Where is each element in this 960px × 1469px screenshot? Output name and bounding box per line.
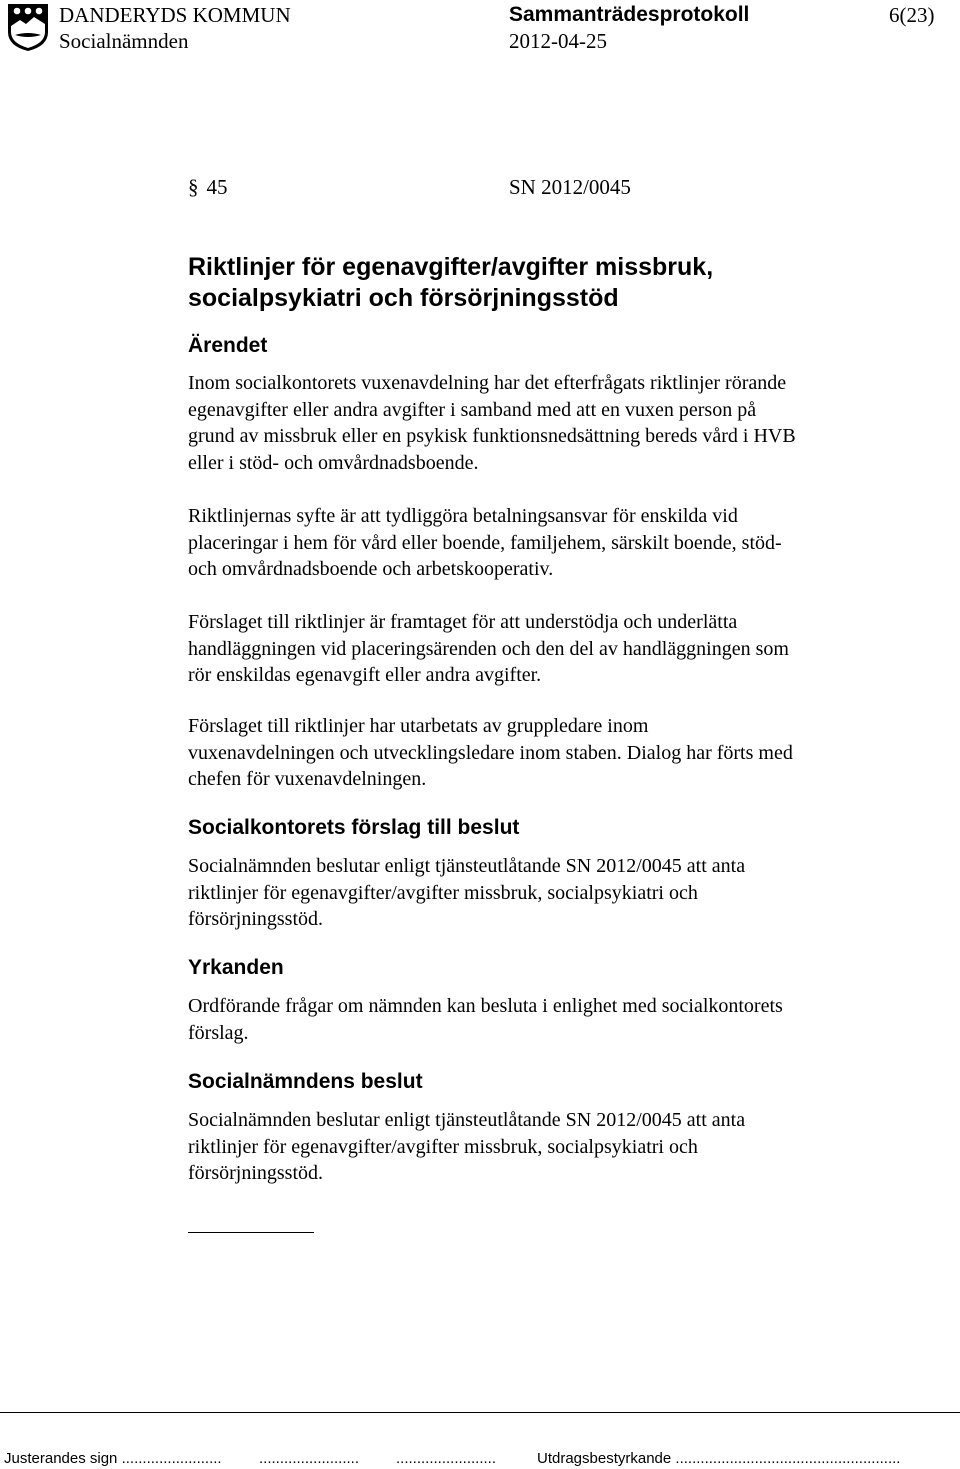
section-number [188,175,228,199]
text-line: vuxenavdelningen och utvecklingsledare inom staben. Dialog har förts med [188,741,793,764]
proposal-paragraph [188,853,888,933]
text-line: chefen för vuxenavdelningen. [188,768,427,790]
text-line: försörjningsstöd. [188,1162,323,1184]
text-line: Riktlinjernas syfte är att tydliggöra betalningsansvar för enskilda vid [188,505,738,527]
utdragsbestyrkande-label: Utdragsbestyrkande ...................................................... [537,1450,901,1467]
heading-decision: Socialnämndens beslut [188,1070,423,1093]
text-line: och omvårdnadsboende och arbetskooperativ. [188,558,554,580]
text-line: egenavgifter eller andra avgifter i samband med att en vuxen person på [188,398,757,421]
text-line: Förslaget till riktlinjer har utarbetats av gruppledare inom [188,715,649,737]
text-line: grund av missbruk eller en psykisk funktionsnedsättning bereds vård i HVB [188,425,796,447]
department-name: Socialnämnden [59,29,189,53]
case-number: SN 2012/0045 [509,175,631,199]
yrkanden-paragraph [188,993,888,1046]
decision-paragraph [188,1107,888,1187]
meeting-date: 2012-04-25 [509,29,607,53]
arendet-paragraph-2 [188,503,888,583]
signature-dots-2: ........................ [396,1450,497,1467]
title-line: socialpsykiatri och försörjningsstöd [188,284,619,312]
text-line: Socialnämnden beslutar enligt tjänsteutlåtande SN 2012/0045 att anta [188,1109,746,1131]
justerandes-sign-label: Justerandes sign ........................ [4,1450,222,1467]
text-line: placeringar i hem för vård eller boende, familjehem, särskilt boende, stöd- [188,531,782,554]
heading-proposal: Socialkontorets förslag till beslut [188,816,520,839]
heading-yrkanden: Yrkanden [188,956,284,979]
org-name: DANDERYDS KOMMUN [59,3,291,27]
heading-arendet: Ärendet [188,334,268,357]
page-title [188,252,713,314]
text-line: försörjningsstöd. [188,908,323,930]
title-line: Riktlinjer för egenavgifter/avgifter missbruk, [188,253,714,281]
text-line: riktlinjer för egenavgifter/avgifter missbruk, socialpsykiatri och [188,881,698,904]
text-line: Socialnämnden beslutar enligt tjänsteutlåtande SN 2012/0045 att anta [188,855,746,877]
document-type: Sammanträdesprotokoll [509,3,750,26]
text-line: eller i stöd- och omvårdnadsboende. [188,451,479,474]
end-rule [188,1232,314,1233]
text-line: Ordförande frågar om nämnden kan besluta i enlighet med socialkontorets [188,995,783,1017]
text-line: riktlinjer för egenavgifter/avgifter missbruk, socialpsykiatri och [188,1135,698,1158]
signature-dots-1: ........................ [259,1450,360,1467]
text-line: handläggningen vid placeringsärenden och den del av handläggningen som [188,637,789,660]
text-line: förslag. [188,1021,249,1044]
arendet-paragraph-1 [188,370,888,476]
arendet-paragraph-3 [188,609,888,689]
section-number-value: 45 [206,175,228,199]
arendet-paragraph-4 [188,713,888,793]
text-line: rör enskildas egenavgift eller andra avgifter. [188,664,542,686]
municipality-logo [6,2,50,52]
paragraph-sign: § [188,175,199,199]
text-line: Inom socialkontorets vuxenavdelning har det efterfrågats riktlinjer rörande [188,372,787,394]
footer-rule [0,1412,960,1413]
text-line: Förslaget till riktlinjer är framtaget för att understödja och underlätta [188,611,738,633]
page-number: 6(23) [889,3,935,27]
